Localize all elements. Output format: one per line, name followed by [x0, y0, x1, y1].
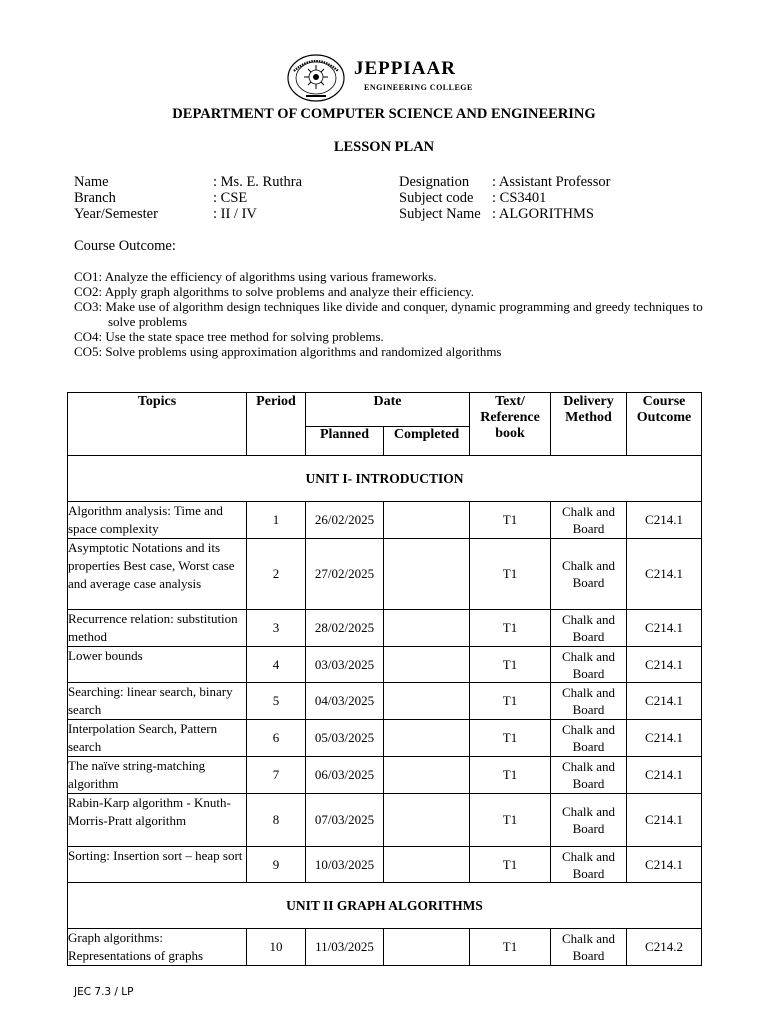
brand-subtitle: ENGINEERING COLLEGE — [364, 83, 473, 92]
course-outcome-item: CO5: Solve problems using approximation algorithms and randomized algorithms — [74, 344, 502, 359]
topic-cell: Interpolation Search, Pattern search — [68, 720, 247, 757]
header-date: Date — [306, 393, 470, 427]
table-row — [68, 847, 702, 883]
completed-date-cell — [384, 847, 470, 883]
topic-cell: Rabin-Karp algorithm - Knuth-Morris-Pratt algorithm — [68, 794, 247, 847]
document-title: LESSON PLAN — [333, 139, 435, 155]
text-reference-cell: T1 — [470, 683, 551, 720]
topic-cell: The naïve string-matching algorithm — [68, 757, 247, 794]
brand-title: JEPPIAAR — [354, 58, 456, 79]
name-value: : Ms. E. Ruthra — [213, 174, 303, 190]
header-planned: Planned — [306, 427, 384, 456]
table-row — [68, 757, 702, 794]
year-value: : II / IV — [213, 206, 257, 222]
course-outcome-cell: C214.1 — [627, 502, 702, 539]
completed-date-cell — [384, 757, 470, 794]
course-outcome-item: CO4: Use the state space tree method for solving problems. — [74, 329, 384, 344]
period-cell: 9 — [247, 847, 306, 883]
delivery-method-cell: Chalk and Board — [551, 502, 627, 539]
designation-label: Designation — [399, 174, 470, 190]
planned-date-cell: 26/02/2025 — [306, 502, 384, 539]
designation-value: : Assistant Professor — [492, 174, 611, 190]
completed-date-cell — [384, 929, 470, 966]
text-reference-cell: T1 — [470, 647, 551, 683]
planned-date-cell: 07/03/2025 — [306, 794, 384, 847]
planned-date-cell: 28/02/2025 — [306, 610, 384, 647]
header-topics: Topics — [68, 393, 247, 456]
planned-date-cell: 04/03/2025 — [306, 683, 384, 720]
topic-cell: Graph algorithms: Representations of graphs — [68, 929, 247, 966]
text-reference-cell: T1 — [470, 794, 551, 847]
department-heading: DEPARTMENT OF COMPUTER SCIENCE AND ENGINEERING — [172, 106, 596, 122]
text-reference-cell: T1 — [470, 757, 551, 794]
period-cell: 10 — [247, 929, 306, 966]
delivery-method-cell: Chalk and Board — [551, 929, 627, 966]
topic-cell: Asymptotic Notations and its properties Best case, Worst case and average case analysis — [68, 539, 247, 610]
footer-code: JEC 7.3 / LP — [74, 986, 134, 998]
unit-heading: UNIT I- INTRODUCTION — [68, 456, 702, 502]
delivery-method-cell: Chalk and Board — [551, 847, 627, 883]
completed-date-cell — [384, 720, 470, 757]
college-logo — [286, 53, 346, 103]
course-outcome-heading: Course Outcome: — [74, 238, 176, 254]
delivery-method-cell: Chalk and Board — [551, 794, 627, 847]
period-cell: 3 — [247, 610, 306, 647]
course-outcome-item: CO1: Analyze the efficiency of algorithms using various frameworks. — [74, 269, 437, 284]
name-label: Name — [74, 174, 109, 190]
completed-date-cell — [384, 794, 470, 847]
text-reference-cell: T1 — [470, 610, 551, 647]
delivery-method-cell: Chalk and Board — [551, 610, 627, 647]
delivery-method-cell: Chalk and Board — [551, 647, 627, 683]
delivery-method-cell: Chalk and Board — [551, 757, 627, 794]
branch-label: Branch — [74, 190, 116, 206]
table-row — [68, 647, 702, 683]
course-outcome-item: CO2: Apply graph algorithms to solve problems and analyze their efficiency. — [74, 284, 475, 299]
course-outcome-list — [74, 269, 714, 359]
topic-cell: Searching: linear search, binary search — [68, 683, 247, 720]
period-cell: 1 — [247, 502, 306, 539]
unit-heading: UNIT II GRAPH ALGORITHMS — [68, 883, 702, 929]
text-reference-cell: T1 — [470, 929, 551, 966]
planned-date-cell: 05/03/2025 — [306, 720, 384, 757]
period-cell: 6 — [247, 720, 306, 757]
delivery-method-cell: Chalk and Board — [551, 720, 627, 757]
text-reference-cell: T1 — [470, 847, 551, 883]
period-cell: 4 — [247, 647, 306, 683]
course-outcome-cell: C214.1 — [627, 794, 702, 847]
course-outcome-cell: C214.2 — [627, 929, 702, 966]
table-row — [68, 502, 702, 539]
table-row — [68, 683, 702, 720]
planned-date-cell: 10/03/2025 — [306, 847, 384, 883]
delivery-method-cell: Chalk and Board — [551, 539, 627, 610]
text-reference-cell: T1 — [470, 502, 551, 539]
subject-name-value: : ALGORITHMS — [492, 206, 594, 222]
course-outcome-cell: C214.1 — [627, 539, 702, 610]
planned-date-cell: 11/03/2025 — [306, 929, 384, 966]
period-cell: 7 — [247, 757, 306, 794]
subject-code-value: : CS3401 — [492, 190, 547, 206]
header-text-reference: Text/ Reference book — [470, 393, 551, 456]
table-row — [68, 720, 702, 757]
header-completed: Completed — [384, 427, 470, 456]
completed-date-cell — [384, 502, 470, 539]
course-outcome-cell: C214.1 — [627, 757, 702, 794]
subject-code-label: Subject code — [399, 190, 474, 206]
topic-cell: Algorithm analysis: Time and space complexity — [68, 502, 247, 539]
year-label: Year/Semester — [74, 206, 158, 222]
header-course-outcome: Course Outcome — [627, 393, 702, 456]
course-outcome-cell: C214.1 — [627, 683, 702, 720]
course-outcome-item: CO3: Make use of algorithm design techniques like divide and conquer, dynamic programming and greedy techniques to solve problems — [74, 299, 703, 329]
course-outcome-cell: C214.1 — [627, 720, 702, 757]
period-cell: 2 — [247, 539, 306, 610]
completed-date-cell — [384, 539, 470, 610]
table-row — [68, 929, 702, 966]
delivery-method-cell: Chalk and Board — [551, 683, 627, 720]
completed-date-cell — [384, 683, 470, 720]
period-cell: 5 — [247, 683, 306, 720]
branch-value: : CSE — [213, 190, 248, 206]
header-period: Period — [247, 393, 306, 456]
course-outcome-cell: C214.1 — [627, 610, 702, 647]
completed-date-cell — [384, 647, 470, 683]
topic-cell: Sorting: Insertion sort – heap sort — [68, 847, 247, 883]
topic-cell: Recurrence relation: substitution method — [68, 610, 247, 647]
planned-date-cell: 27/02/2025 — [306, 539, 384, 610]
text-reference-cell: T1 — [470, 539, 551, 610]
subject-name-label: Subject Name — [399, 206, 481, 222]
header-delivery-method: Delivery Method — [551, 393, 627, 456]
period-cell: 8 — [247, 794, 306, 847]
table-row — [68, 539, 702, 610]
course-outcome-cell: C214.1 — [627, 647, 702, 683]
planned-date-cell: 06/03/2025 — [306, 757, 384, 794]
table-row — [68, 794, 702, 847]
table-row — [68, 610, 702, 647]
course-outcome-cell: C214.1 — [627, 847, 702, 883]
planned-date-cell: 03/03/2025 — [306, 647, 384, 683]
topic-cell: Lower bounds — [68, 647, 247, 683]
lesson-plan-table — [67, 392, 702, 966]
completed-date-cell — [384, 610, 470, 647]
text-reference-cell: T1 — [470, 720, 551, 757]
